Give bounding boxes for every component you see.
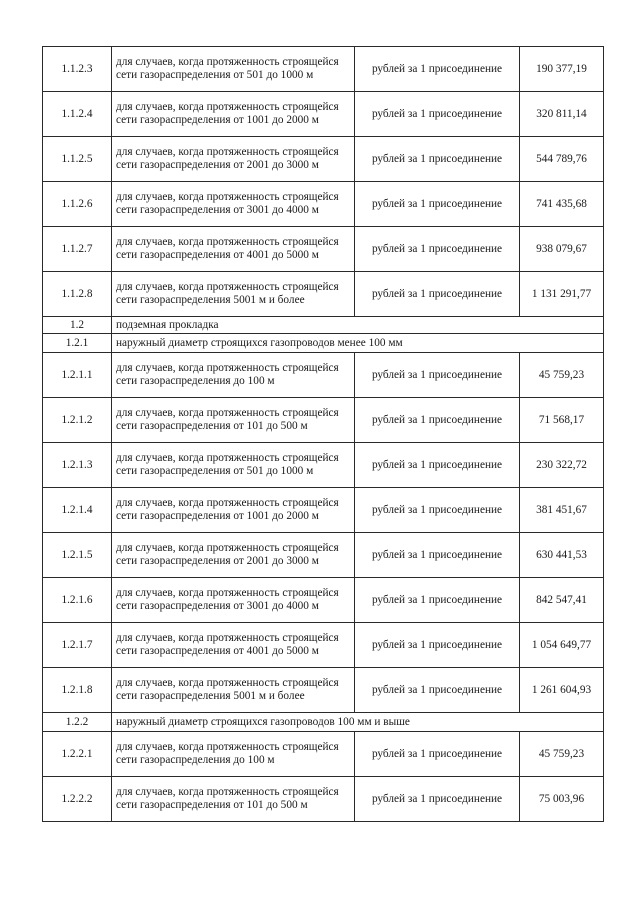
row-description: для случаев, когда протяженность строящейся сети газораспределения от 4001 до 5000 м	[112, 227, 355, 272]
row-code: 1.2.1.2	[43, 398, 112, 443]
row-unit: рублей за 1 присоединение	[355, 777, 520, 822]
row-code: 1.2.1	[43, 334, 112, 353]
row-code: 1.1.2.8	[43, 272, 112, 317]
table-row	[43, 398, 604, 443]
row-description: для случаев, когда протяженность строящейся сети газораспределения от 1001 до 2000 м	[112, 488, 355, 533]
table-row	[43, 443, 604, 488]
table-row	[43, 137, 604, 182]
section-header-row	[43, 317, 604, 334]
row-price: 45 759,23	[520, 353, 604, 398]
row-code: 1.2.2	[43, 713, 112, 732]
row-description: для случаев, когда протяженность строящейся сети газораспределения от 2001 до 3000 м	[112, 137, 355, 182]
row-unit: рублей за 1 присоединение	[355, 398, 520, 443]
subsection-header-row	[43, 334, 604, 353]
row-price: 381 451,67	[520, 488, 604, 533]
row-price: 938 079,67	[520, 227, 604, 272]
row-price: 741 435,68	[520, 182, 604, 227]
row-description: для случаев, когда протяженность строящейся сети газораспределения от 1001 до 2000 м	[112, 92, 355, 137]
row-price: 71 568,17	[520, 398, 604, 443]
row-code: 1.2.1.3	[43, 443, 112, 488]
row-code: 1.2.1.4	[43, 488, 112, 533]
row-description: для случаев, когда протяженность строящейся сети газораспределения 5001 м и более	[112, 272, 355, 317]
row-code: 1.1.2.6	[43, 182, 112, 227]
row-code: 1.1.2.3	[43, 47, 112, 92]
row-unit: рублей за 1 присоединение	[355, 47, 520, 92]
table-row	[43, 353, 604, 398]
row-description: для случаев, когда протяженность строящейся сети газораспределения до 100 м	[112, 353, 355, 398]
table-row	[43, 182, 604, 227]
table-row	[43, 488, 604, 533]
row-price: 1 131 291,77	[520, 272, 604, 317]
tariff-table	[42, 46, 604, 822]
row-unit: рублей за 1 присоединение	[355, 353, 520, 398]
row-unit: рублей за 1 присоединение	[355, 227, 520, 272]
row-code: 1.1.2.4	[43, 92, 112, 137]
row-code: 1.2.1.1	[43, 353, 112, 398]
row-unit: рублей за 1 присоединение	[355, 272, 520, 317]
row-unit: рублей за 1 присоединение	[355, 92, 520, 137]
table-row	[43, 578, 604, 623]
row-price: 75 003,96	[520, 777, 604, 822]
table-row	[43, 623, 604, 668]
row-unit: рублей за 1 присоединение	[355, 732, 520, 777]
row-unit: рублей за 1 присоединение	[355, 443, 520, 488]
row-code: 1.2.2.2	[43, 777, 112, 822]
row-code: 1.2.1.5	[43, 533, 112, 578]
row-code: 1.2	[43, 317, 112, 334]
row-unit: рублей за 1 присоединение	[355, 623, 520, 668]
table-row	[43, 732, 604, 777]
table-row	[43, 47, 604, 92]
row-price: 544 789,76	[520, 137, 604, 182]
tariff-table-body	[43, 47, 604, 822]
table-row	[43, 272, 604, 317]
section-title: наружный диаметр строящихся газопроводов менее 100 мм	[112, 334, 604, 353]
row-code: 1.2.2.1	[43, 732, 112, 777]
section-title: подземная прокладка	[112, 317, 604, 334]
row-description: для случаев, когда протяженность строящейся сети газораспределения от 501 до 1000 м	[112, 47, 355, 92]
row-price: 1 054 649,77	[520, 623, 604, 668]
row-code: 1.2.1.6	[43, 578, 112, 623]
row-price: 630 441,53	[520, 533, 604, 578]
row-code: 1.1.2.5	[43, 137, 112, 182]
row-price: 230 322,72	[520, 443, 604, 488]
row-unit: рублей за 1 присоединение	[355, 182, 520, 227]
table-row	[43, 668, 604, 713]
row-description: для случаев, когда протяженность строящейся сети газораспределения от 101 до 500 м	[112, 777, 355, 822]
row-code: 1.1.2.7	[43, 227, 112, 272]
row-code: 1.2.1.7	[43, 623, 112, 668]
section-title: наружный диаметр строящихся газопроводов 100 мм и выше	[112, 713, 604, 732]
table-row	[43, 227, 604, 272]
table-row	[43, 92, 604, 137]
row-description: для случаев, когда протяженность строящейся сети газораспределения от 2001 до 3000 м	[112, 533, 355, 578]
row-price: 842 547,41	[520, 578, 604, 623]
table-row	[43, 533, 604, 578]
row-price: 1 261 604,93	[520, 668, 604, 713]
row-price: 190 377,19	[520, 47, 604, 92]
row-code: 1.2.1.8	[43, 668, 112, 713]
row-unit: рублей за 1 присоединение	[355, 533, 520, 578]
row-unit: рублей за 1 присоединение	[355, 137, 520, 182]
row-description: для случаев, когда протяженность строящейся сети газораспределения 5001 м и более	[112, 668, 355, 713]
table-row	[43, 777, 604, 822]
row-unit: рублей за 1 присоединение	[355, 578, 520, 623]
row-description: для случаев, когда протяженность строящейся сети газораспределения от 3001 до 4000 м	[112, 182, 355, 227]
row-price: 45 759,23	[520, 732, 604, 777]
row-unit: рублей за 1 присоединение	[355, 668, 520, 713]
row-price: 320 811,14	[520, 92, 604, 137]
row-description: для случаев, когда протяженность строящейся сети газораспределения от 101 до 500 м	[112, 398, 355, 443]
row-description: для случаев, когда протяженность строящейся сети газораспределения от 3001 до 4000 м	[112, 578, 355, 623]
row-description: для случаев, когда протяженность строящейся сети газораспределения от 4001 до 5000 м	[112, 623, 355, 668]
row-description: для случаев, когда протяженность строящейся сети газораспределения до 100 м	[112, 732, 355, 777]
subsection-header-row	[43, 713, 604, 732]
row-description: для случаев, когда протяженность строящейся сети газораспределения от 501 до 1000 м	[112, 443, 355, 488]
row-unit: рублей за 1 присоединение	[355, 488, 520, 533]
